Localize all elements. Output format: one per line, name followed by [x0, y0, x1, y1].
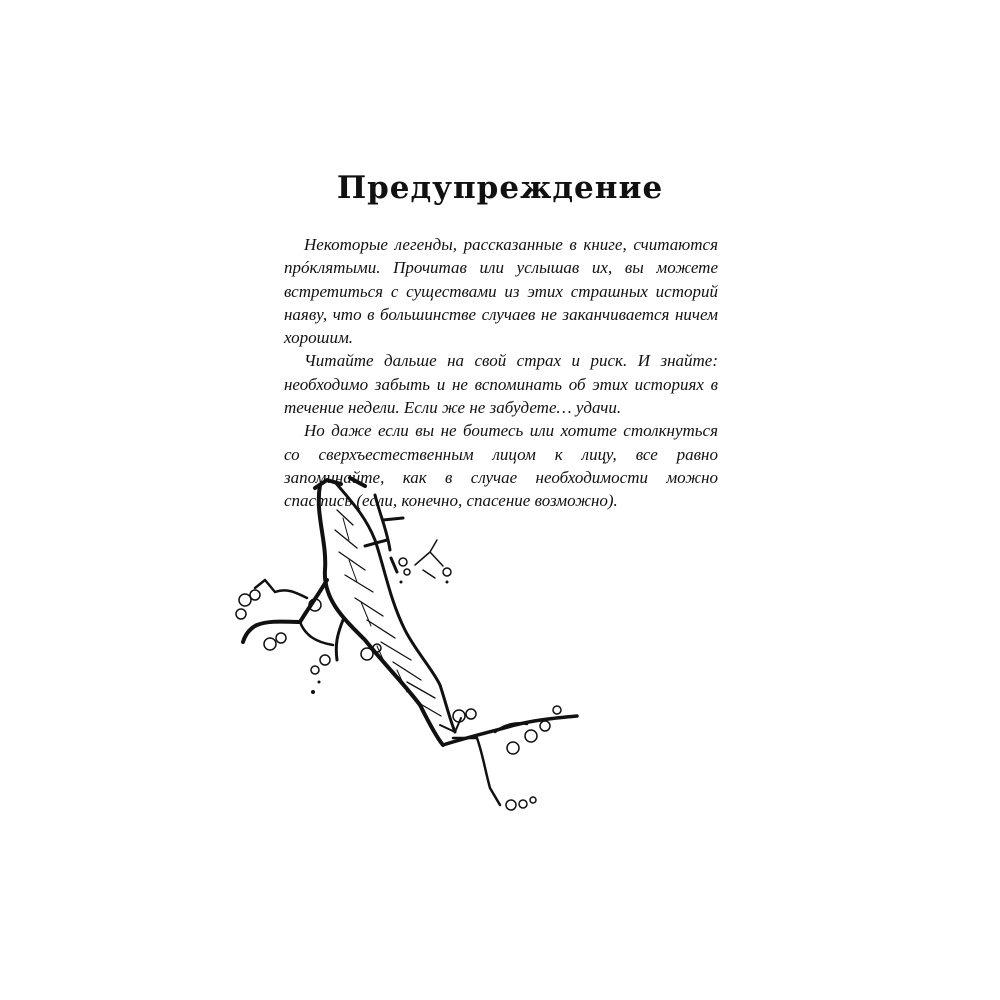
blossom	[361, 648, 373, 660]
blossom	[311, 666, 319, 674]
blossom	[236, 609, 246, 619]
blossom	[525, 730, 537, 742]
bud	[400, 581, 403, 584]
paragraph-1: Некоторые легенды, рассказанные в книге, считаются прóклятыми. Прочитав или услышав их, вы можете встретиться с существами из этих страшных историй наяву, что в большинстве случаев не заканчивается ничем хорошим.	[284, 235, 718, 348]
blossom	[540, 721, 550, 731]
paragraph-3: Но даже если вы не боитесь или хотите столкнуться со сверхъестественным лицом к лицу, все равно запоминайте, как в случае необходимости можно спастись (если, конечно, спасение возможно).	[284, 421, 718, 511]
blossom	[443, 568, 451, 576]
lower-branch-twig	[453, 723, 527, 805]
blossom	[404, 569, 410, 575]
blossom	[320, 655, 330, 665]
blossom-branch-illustration	[215, 470, 595, 830]
blossom	[373, 644, 381, 652]
bud	[311, 690, 315, 694]
bud	[318, 681, 321, 684]
blossom	[506, 800, 516, 810]
blossom	[519, 800, 527, 808]
page-title: Предупреждение	[336, 170, 664, 206]
blossom	[264, 638, 276, 650]
blossom	[530, 797, 536, 803]
right-sprig	[415, 540, 443, 578]
blossom	[239, 594, 251, 606]
blossom	[276, 633, 286, 643]
blossom	[553, 706, 561, 714]
blossom	[399, 558, 407, 566]
blossom	[250, 590, 260, 600]
blossom	[466, 709, 476, 719]
blossom	[507, 742, 519, 754]
paragraph-2: Читайте дальше на свой страх и риск. И знайте: необходимо забыть и не вспоминать об этих историях в течение недели. Если же не забудете… удачи.	[284, 351, 718, 418]
bud	[446, 581, 449, 584]
left-branch-lower	[336, 620, 343, 660]
